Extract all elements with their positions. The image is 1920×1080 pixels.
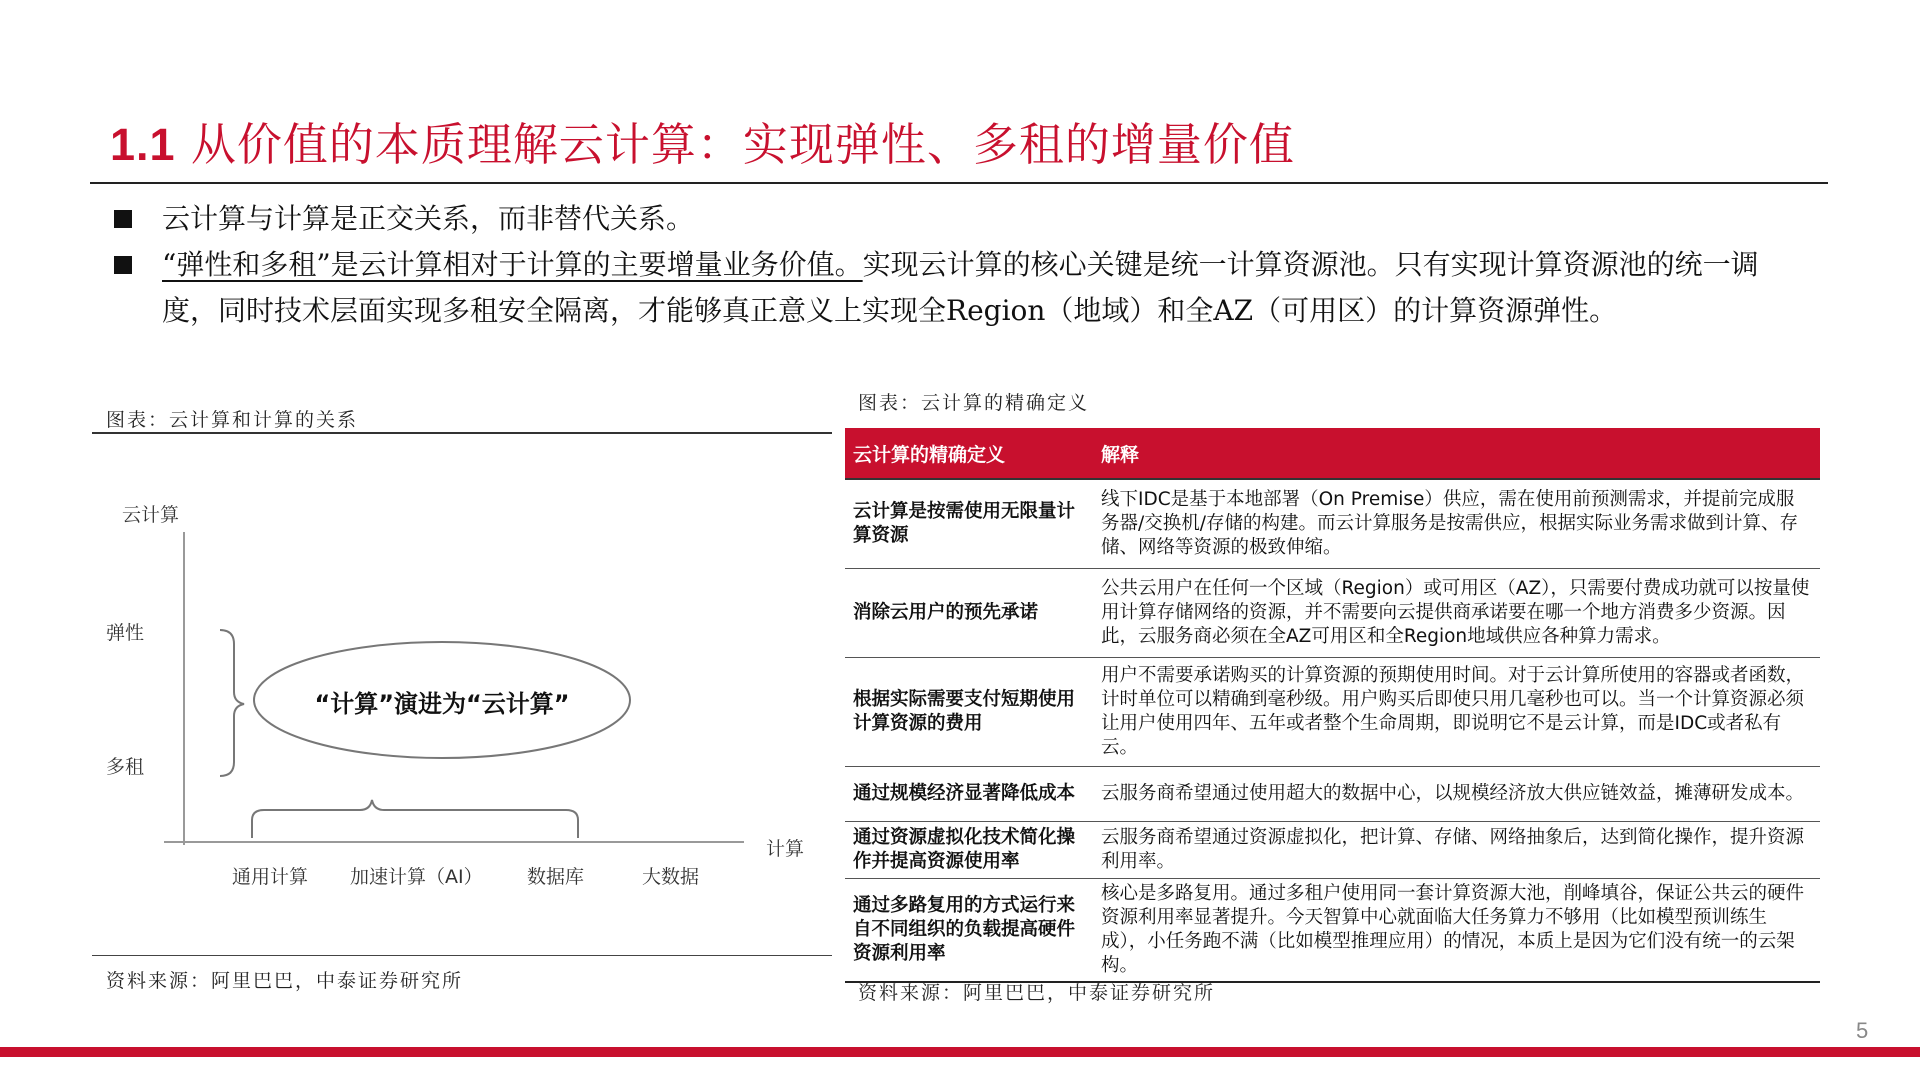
bottom-brace-icon	[252, 800, 578, 838]
right-table-caption: 图表：云计算的精确定义	[858, 392, 1090, 414]
bullet-text: 云计算与计算是正交关系，而非替代关系。	[162, 202, 695, 235]
row-description: 公共云用户在任何一个区域（Region）或可用区（AZ），只需要付费成功就可以按量使用计算存储网络的资源，并不需要向云提供商承诺要在哪一个地方消费多少资源。因此，云服务商必须在全AZ可用区和全Region地域供应各种算力需求。	[1101, 578, 1810, 647]
row-description: 云服务商希望通过使用超大的数据中心，以规模经济放大供应链效益，摊薄研发成本。	[1101, 783, 1805, 804]
left-figure-caption: 图表：云计算和计算的关系	[106, 409, 359, 431]
bullet-square-icon	[114, 210, 132, 228]
bullet-body-text: 实现云计算的核心关键是统一计算资源池。只有实现计算资源池的统一调度，同时技术层面实现多租安全隔离，才能够真正意义上实现全Region（地域）和全AZ（可用区）的计算资源弹性。	[162, 248, 1759, 327]
x-item-big-data: 大数据	[642, 866, 700, 888]
table-row	[845, 480, 1820, 569]
bullet-item	[110, 196, 1810, 242]
row-description: 线下IDC是基于本地部署（On Premise）供应，需在使用前预测需求，并提前完成服务器/交换机/存储的构建。而云计算服务是按需供应，根据实际业务需求做到计算、存储、网络等资源的极致伸缩。	[1101, 489, 1798, 558]
row-description: 用户不需要承诺购买的计算资源的预期使用时间。对于云计算所使用的容器或者函数，计时单位可以精确到毫秒级。用户购买后即使只用几毫秒也可以。当一个计算资源必须让用户使用四年、五年或者整个生命周期，即说明它不是云计算，而是IDC或者私有云。	[1101, 665, 1805, 758]
relation-diagram	[92, 440, 832, 920]
header-term: 云计算的精确定义	[853, 443, 1006, 466]
y-item-multitenancy: 多租	[106, 756, 145, 778]
row-term: 通过规模经济显著降低成本	[853, 783, 1076, 804]
title-number: 1.1	[110, 119, 176, 170]
table-header	[845, 428, 1820, 480]
bullet-underlined-text: “弹性和多租”是云计算相对于计算的主要增量业务价值。	[162, 248, 863, 281]
table-row	[845, 569, 1820, 658]
row-description: 云服务商希望通过资源虚拟化，把计算、存储、网络抽象后，达到简化操作，提升资源利用率。	[1101, 827, 1805, 872]
slide-title	[110, 108, 1295, 173]
row-term: 云计算是按需使用无限量计算资源	[853, 501, 1076, 546]
title-text: 从价值的本质理解云计算：实现弹性、多租的增量价值	[190, 118, 1295, 171]
page-number: 5	[1856, 1018, 1869, 1043]
x-item-general-compute: 通用计算	[232, 866, 309, 888]
right-table-source: 资料来源：阿里巴巴，中泰证券研究所	[858, 982, 1216, 1004]
table-row	[845, 658, 1820, 767]
left-brace-icon	[220, 630, 244, 776]
ellipse-label: “计算”演进为“云计算”	[314, 690, 570, 718]
header-explanation: 解释	[1101, 443, 1140, 466]
x-axis-label: 计算	[766, 838, 805, 860]
row-term: 根据实际需要支付短期使用计算资源的费用	[853, 689, 1076, 734]
row-term: 消除云用户的预先承诺	[853, 602, 1039, 623]
row-term: 通过资源虚拟化技术简化操作并提高资源使用率	[853, 827, 1076, 872]
table-row	[845, 822, 1820, 879]
x-item-accelerated-compute: 加速计算（AI）	[350, 866, 483, 888]
footer-accent-bar	[0, 1047, 1920, 1057]
table-row	[845, 879, 1820, 983]
title-divider	[90, 182, 1828, 184]
left-figure-source: 资料来源：阿里巴巴，中泰证券研究所	[106, 970, 464, 992]
left-figure-bottom-rule	[92, 955, 832, 956]
bullet-text	[162, 242, 1810, 334]
y-item-elasticity: 弹性	[106, 622, 145, 644]
row-term: 通过多路复用的方式运行来自不同组织的负载提高硬件资源利用率	[853, 895, 1076, 964]
table-row	[845, 767, 1820, 822]
definition-table	[845, 428, 1820, 983]
bullet-list	[110, 196, 1810, 334]
x-item-database: 数据库	[527, 866, 585, 888]
left-caption-rule	[92, 432, 832, 434]
row-description: 核心是多路复用。通过多租户使用同一套计算资源大池，削峰填谷，保证公共云的硬件资源利用率显著提升。今天智算中心就面临大任务算力不够用（比如模型预训练生成），小任务跑不满（比如模型推理应用）的情况，本质上是因为它们没有统一的云架构。	[1101, 883, 1805, 976]
bullet-square-icon	[114, 256, 132, 274]
y-axis-label: 云计算	[122, 504, 180, 526]
bullet-item	[110, 242, 1810, 334]
